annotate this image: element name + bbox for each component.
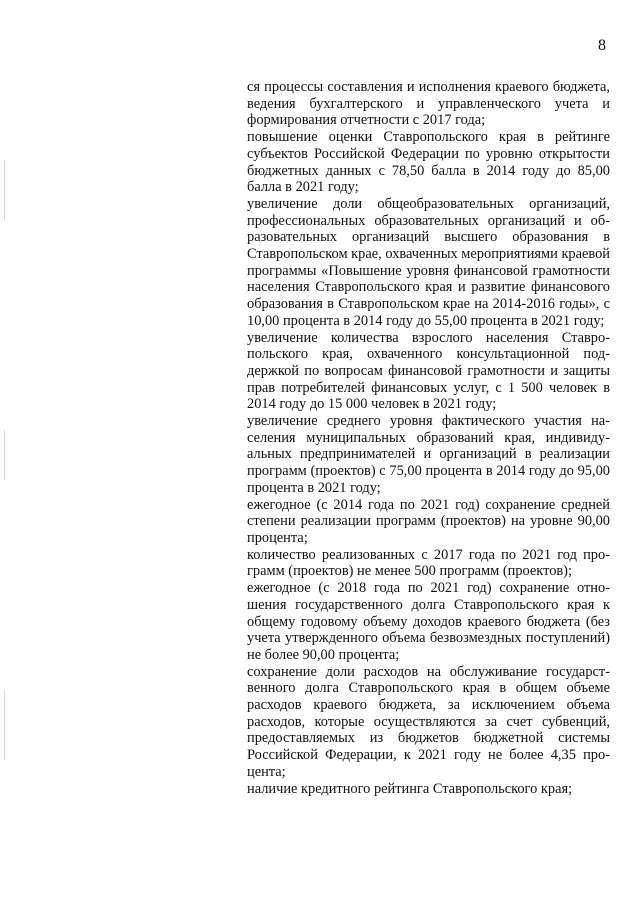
- paragraph-implementation-degree: ежегодное (с 2014 года по 2021 год) сохранение средней степени реализации программ (проектов) на уровне 90,00 процента;: [247, 496, 610, 546]
- binding-edge-mark: [4, 160, 5, 220]
- paragraph-debt-ratio: ежегодное (с 2018 года по 2021 год) сохранение отношения государственного долга Ставропольского края к общему годовому объему доходов краевого бюджета (без учета утвержденного объема безвозмездных поступлений) не более 90,00 процента;: [247, 580, 610, 663]
- paragraph-programs-count: количество реализованных с 2017 года по 2021 год программ (проектов) не менее 500 программ (проектов);: [247, 546, 610, 580]
- document-body: [247, 79, 610, 797]
- paragraph-participation-level: увеличение среднего уровня фактического участия населения муниципальных образований края, индивидуальных предпринимателей и организаций в реализации программ (проектов) с 75,00 процента в 2014 году до 95,00 процента в 2021 году;: [247, 413, 610, 496]
- paragraph-debt-service-share: сохранение доли расходов на обслуживание государственного долга Ставропольского края в общем объеме расходов краевого бюджета, за исключением объема расходов, которые осуществляются за счет субвенций, предоставляемых из бюджетов бюджетной системы Российской Федерации, к 2021 году не более 4,35 процента;: [247, 663, 610, 780]
- paragraph-credit-rating: наличие кредитного рейтинга Ставропольского края;: [247, 780, 573, 797]
- paragraph-adult-population: увеличение количества взрослого населения Ставропольского края, охваченного консультационной поддержкой по вопросам финансовой грамотности и защиты прав потребителей финансовых услуг, с 1 500 человек в 2014 году до 15 000 человек в 2021 году;: [247, 329, 610, 413]
- binding-edge-mark: [4, 430, 5, 480]
- page-number: 8: [598, 37, 606, 54]
- paragraph-reporting: ся процессы составления и исполнения краевого бюджета, ведения бухгалтерского и управленческого учета и формирования отчетности с 2017 года;: [247, 79, 610, 129]
- paragraph-budget-openness: повышение оценки Ставропольского края в рейтинге субъектов Российской Федерации по уровню открытости бюджетных данных с 78,50 балла в 2014 году до 85,00 балла в 2021 году;: [247, 129, 610, 196]
- paragraph-education-share: увеличение доли общеобразовательных организаций, профессиональных образовательных организаций и образовательных организаций высшего образования в Ставропольском крае, охваченных мероприятиями краевой программы «Повышение уровня финансовой грамотности населения Ставропольского края и развитие финансового образования в Ставропольском крае на 2014-2016 годы», с 10,00 процента в 2014 году до 55,00 процента в 2021 году;: [247, 195, 610, 329]
- binding-edge-mark: [4, 690, 5, 760]
